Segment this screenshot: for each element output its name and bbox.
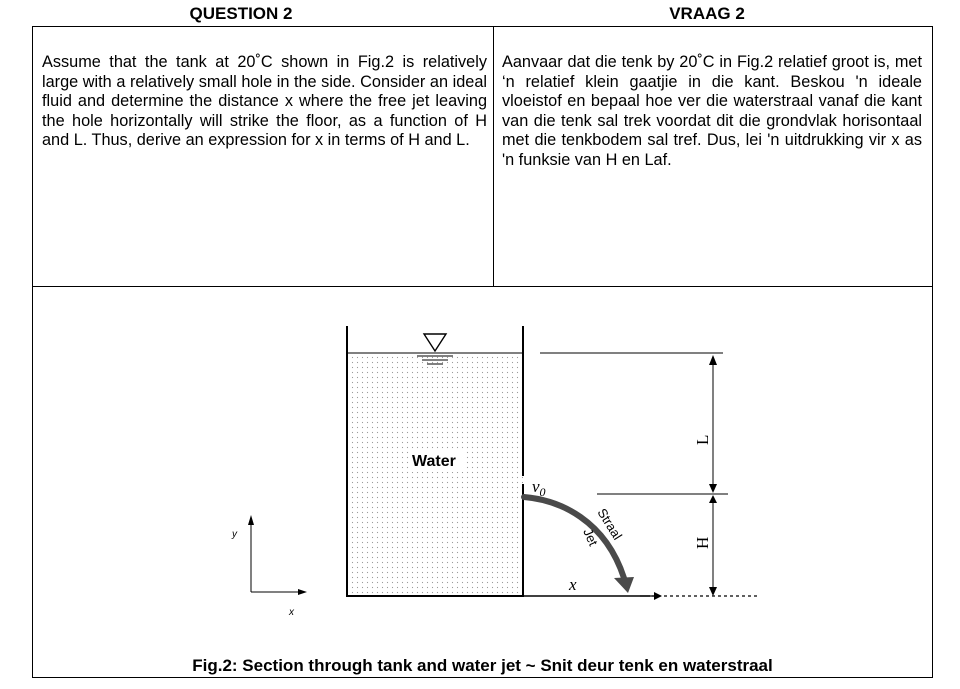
- question-title-english: QUESTION 2: [189, 4, 293, 23]
- water-fill: [347, 353, 523, 596]
- dim-L-label: L: [693, 434, 712, 445]
- jet-label-inner: Jet: [580, 526, 602, 549]
- question-text-afrikaans: Aanvaar dat die tenk by 20˚C in Fig.2 relatief groot is, met ‘n relatief klein gaatjie in die kant. Beskou 'n ideale vloeistof en bepaal hoe ver die waterstraal vanaf die kant van die tenk sal trek voordat dit die grondvlak horisontaal met die tenkbodem sal tref. Dus, lei 'n uitdrukking vir x as 'n funksie van H en Laf.: [502, 53, 922, 169]
- question-text-english: Assume that the tank at 20˚C shown in Fig.2 is relatively large with a relatively small hole in the side. Consider an ideal fluid and determine the distance x where the free jet leaving the hole horizontally will strike the floor, as a function of H and L. Thus, derive an expression for x in terms of H and L.: [42, 53, 487, 150]
- x-axis-label: x: [289, 607, 294, 618]
- x-distance-label: x: [569, 575, 577, 594]
- free-surface-symbol: [424, 334, 446, 351]
- jet-arrowhead: [614, 577, 634, 593]
- jet-label-outer: Straal: [594, 505, 626, 543]
- water-label: Water: [412, 453, 456, 470]
- velocity-label: $v_0$: [532, 477, 546, 499]
- y-axis-label: y: [232, 529, 237, 540]
- figure-caption: Fig.2: Section through tank and water jet ~ Snit deur tenk en waterstraal: [192, 656, 773, 675]
- dim-H-label: H: [693, 536, 712, 549]
- question-title-afrikaans: VRAAG 2: [669, 4, 745, 23]
